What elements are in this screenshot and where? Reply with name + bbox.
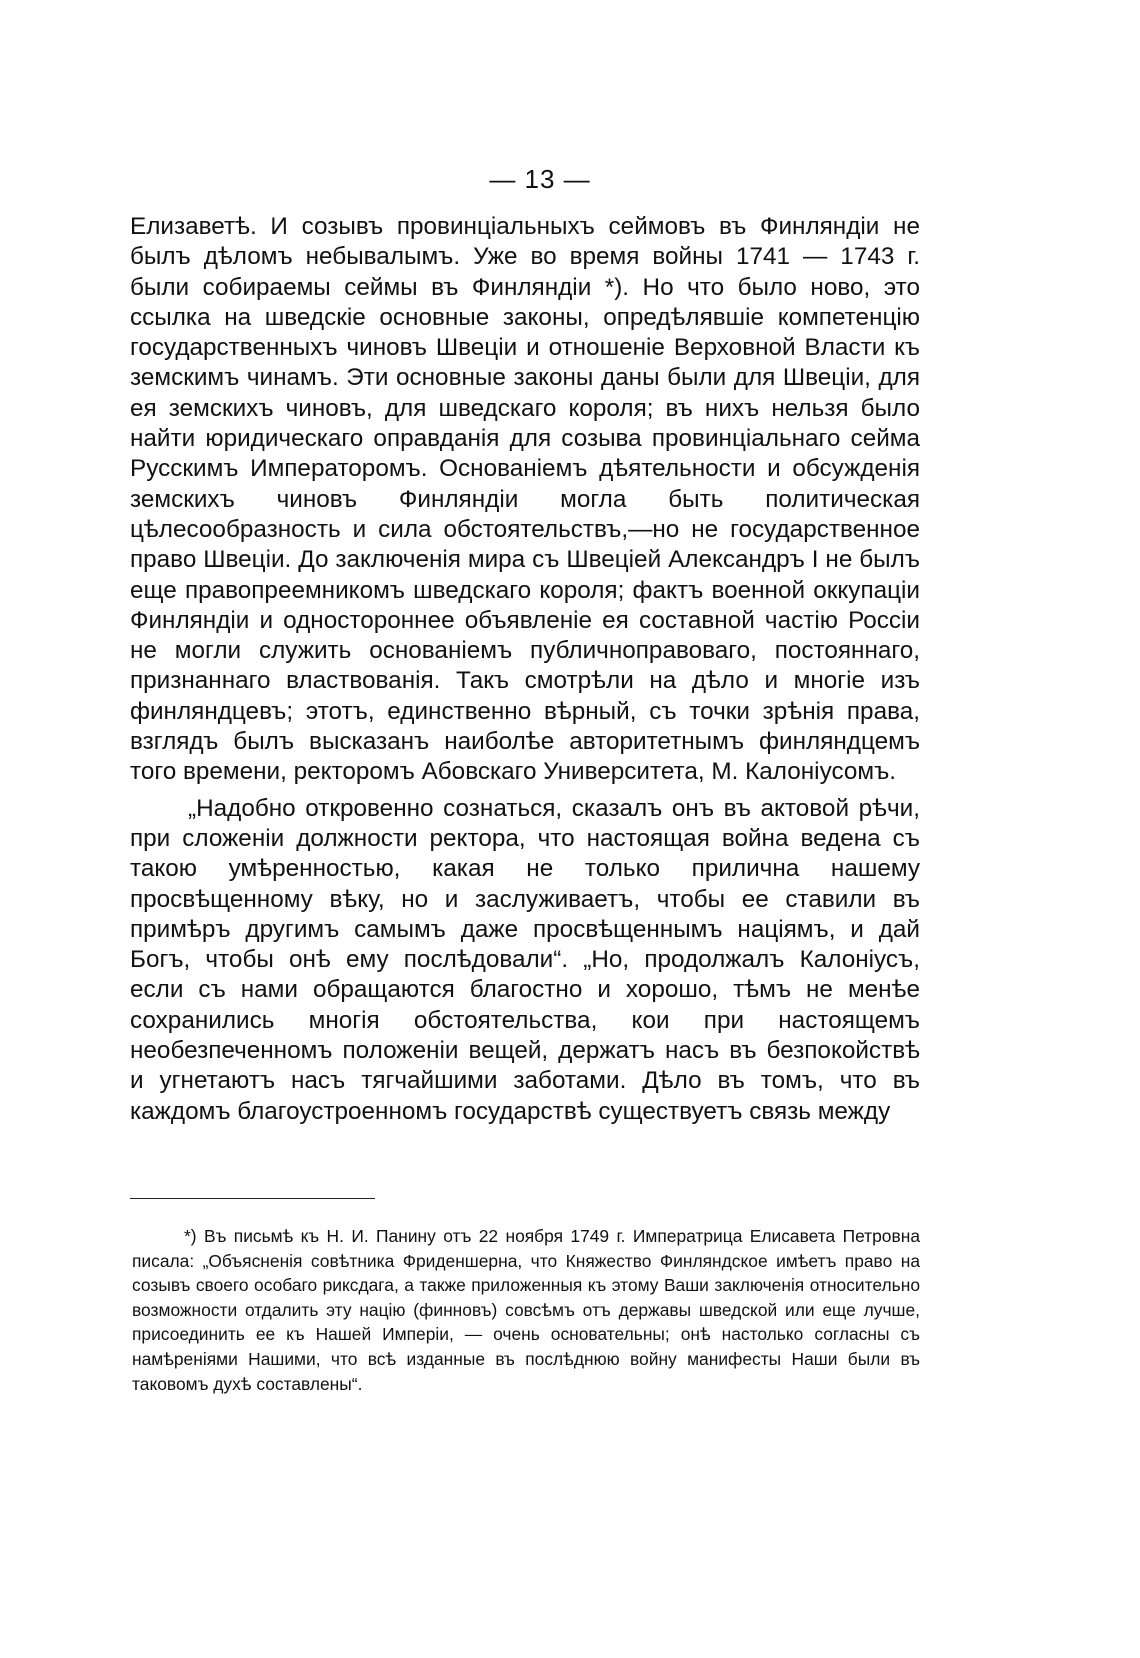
page-number: — 13 — <box>489 164 591 194</box>
main-text <box>130 212 920 1127</box>
paragraph-2: „Надобно откровенно сознаться, сказалъ онъ въ актовой рѣчи, при сложеніи должности ректора, что настоящая война ведена съ такою умѣренностью, какая не только прилична нашему просвѣщенному вѣку, но и заслуживаетъ, чтобы ее ставили въ примѣръ другимъ самымъ даже просвѣщеннымъ націямъ, и дай Богъ, чтобы онѣ ему послѣдовали“. „Но, продолжалъ Калоніусъ, если съ нами обращаются благостно и хорошо, тѣмъ не менѣе сохранились многія обстоятельства, кои при настоящемъ необезпеченномъ положеніи вещей, держатъ насъ въ безпокойствѣ и угнетаютъ насъ тягчайшими заботами. Дѣло въ томъ, что въ каждомъ благоустроенномъ государствѣ существуетъ связь между <box>130 794 920 1125</box>
footnote: *) Въ письмѣ къ Н. И. Панину отъ 22 ноября 1749 г. Императрица Елисавета Петровна писала: „Объясненія совѣтника Фриденшерна, что Княжество Финляндское имѣетъ право на созывъ своего особаго риксдага, а также приложенныя къ этому Ваши заключенія относительно возможности отдалить эту націю (финновъ) совсѣмъ отъ державы шведской или еще лучше, присоединить ее къ Нашей Имперіи, — очень основательны; онѣ настолько согласны съ намѣреніями Нашими, что всѣ изданные въ послѣднюю войну манифесты Наши были въ таковомъ духѣ составлены“. <box>132 1226 920 1394</box>
footnote-divider <box>130 1198 375 1199</box>
paragraph-1: Елизаветѣ. И созывъ провинціальныхъ сеймовъ въ Финляндіи не былъ дѣломъ небывалымъ. Уже во время войны 1741 — 1743 г. были собираемы сеймы въ Финляндіи *). Но что было ново, это ссылка на шведскіе основные законы, опредѣлявшіе компетенцію государственныхъ чиновъ Швеціи и отношеніе Верховной Власти къ земскимъ чинамъ. Эти основные законы даны были для Швеціи, для ея земскихъ чиновъ, для шведскаго короля; въ нихъ нельзя было найти юридическаго оправданія для созыва провинціальнаго сейма Русскимъ Императоромъ. Основаніемъ дѣятельности и обсужденія земскихъ чиновъ Финляндіи могла быть политическая цѣлесообразность и сила обстоятельствъ,—но не государственное право Швеціи. До заключенія мира съ Швеціей Александръ I не былъ еще правопреемникомъ шведскаго короля; фактъ военной оккупаціи Финляндіи и одностороннее объявленіе ея составной частію Россіи не могли служить основаніемъ публичноправоваго, постояннаго, признаннаго властвованія. Такъ смотрѣли на дѣло и многіе изъ финляндцевъ; этотъ, единственно вѣрный, съ точки зрѣнія права, взглядъ былъ высказанъ наиболѣе авторитетнымъ финляндцемъ того времени, ректоромъ Абовскаго Университета, М. Калоніусомъ. <box>130 213 920 786</box>
